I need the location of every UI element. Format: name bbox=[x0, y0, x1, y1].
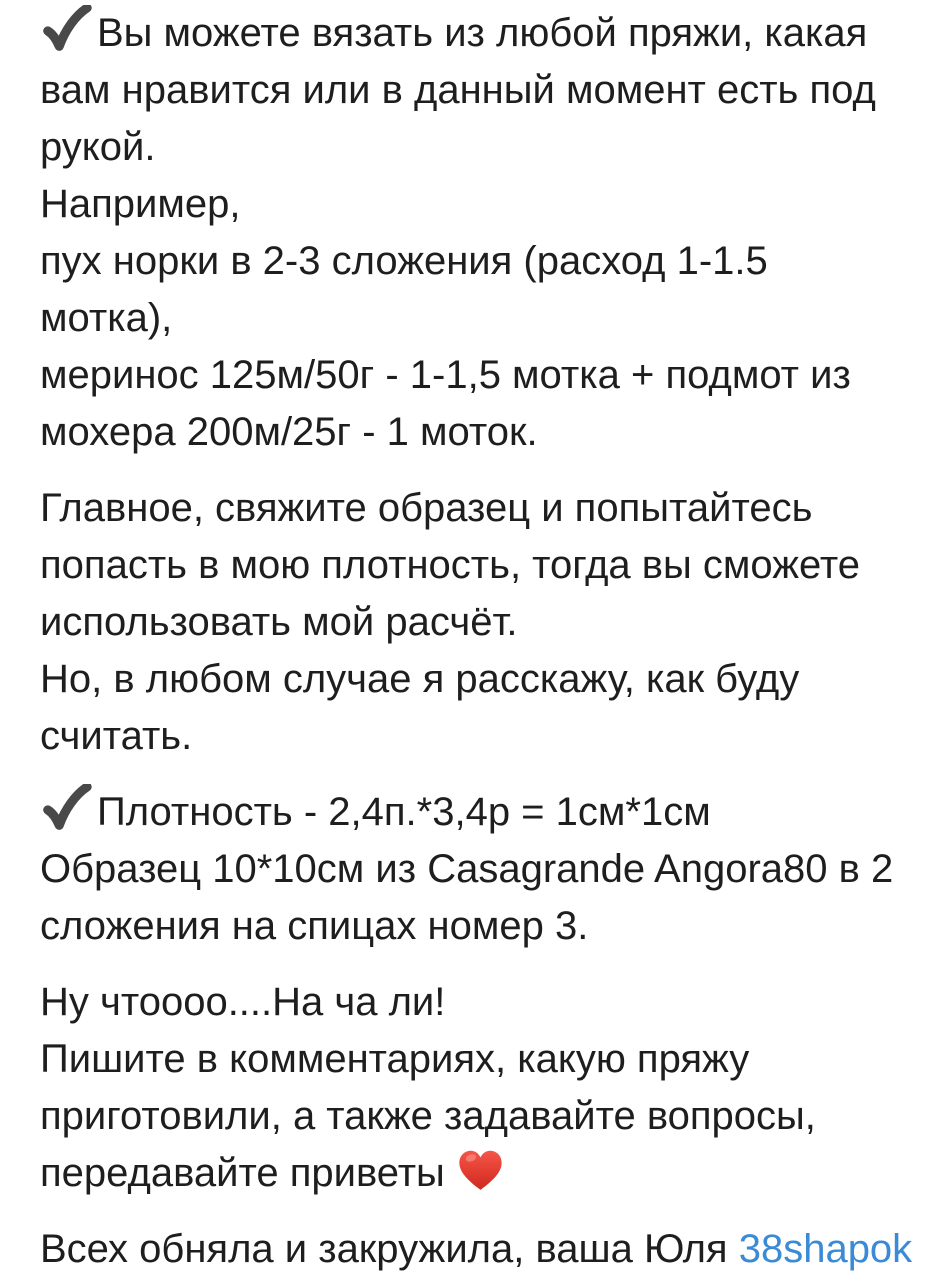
text-line: Но, в любом случае я расскажу, как буду bbox=[40, 657, 800, 701]
text-line: Пишите в комментариях, какую пряжу bbox=[40, 1037, 750, 1081]
text-line: пух норки в 2-3 сложения (расход 1-1.5 bbox=[40, 239, 768, 283]
paragraph-yarn-choice bbox=[40, 5, 903, 461]
text-line bbox=[40, 1145, 903, 1202]
paragraph-signature bbox=[40, 1221, 913, 1278]
text-line: вам нравится или в данный момент есть под bbox=[40, 68, 876, 112]
text-line: попасть в мою плотность, тогда вы сможете bbox=[40, 543, 860, 587]
text-line: считать. bbox=[40, 714, 193, 758]
text-line: Например, bbox=[40, 182, 241, 226]
text-line: мохера 200м/25г - 1 моток. bbox=[40, 410, 538, 454]
text-line: использовать мой расчёт. bbox=[40, 600, 518, 644]
text-line: Главное, свяжите образец и попытайтесь bbox=[40, 486, 813, 530]
paragraph-gauge-advice bbox=[40, 480, 903, 765]
text-line: приготовили, а также задавайте вопросы, bbox=[40, 1094, 816, 1138]
paragraph-call-to-action bbox=[40, 974, 903, 1202]
text-segment: Плотность - 2,4п.*3,4р = 1см*1см bbox=[97, 790, 711, 834]
text-line: сложения на спицах номер 3. bbox=[40, 904, 589, 948]
mention-link-38shapok[interactable]: 38shapok bbox=[738, 1227, 913, 1271]
text-segment: Вы можете вязать из любой пряжи, какая bbox=[97, 11, 868, 55]
text-line: мотка), bbox=[40, 296, 173, 340]
text-segment: передавайте приветы bbox=[40, 1151, 445, 1195]
text-line bbox=[40, 1221, 913, 1278]
text-line bbox=[40, 5, 903, 62]
text-line: Образец 10*10см из Casagrande Angora80 в 2 bbox=[40, 847, 894, 891]
text-segment: Всех обняла и закружила, ваша Юля bbox=[40, 1227, 739, 1271]
text-line: Ну чтоооо....На ча ли! bbox=[40, 980, 446, 1024]
paragraph-density bbox=[40, 784, 903, 955]
red-heart-icon bbox=[457, 1148, 504, 1192]
checkmark-icon bbox=[40, 5, 92, 53]
checkmark-icon bbox=[40, 784, 92, 832]
text-line bbox=[40, 784, 903, 841]
text-line: меринос 125м/50г - 1-1,5 мотка + подмот из bbox=[40, 353, 851, 397]
text-line: рукой. bbox=[40, 125, 156, 169]
